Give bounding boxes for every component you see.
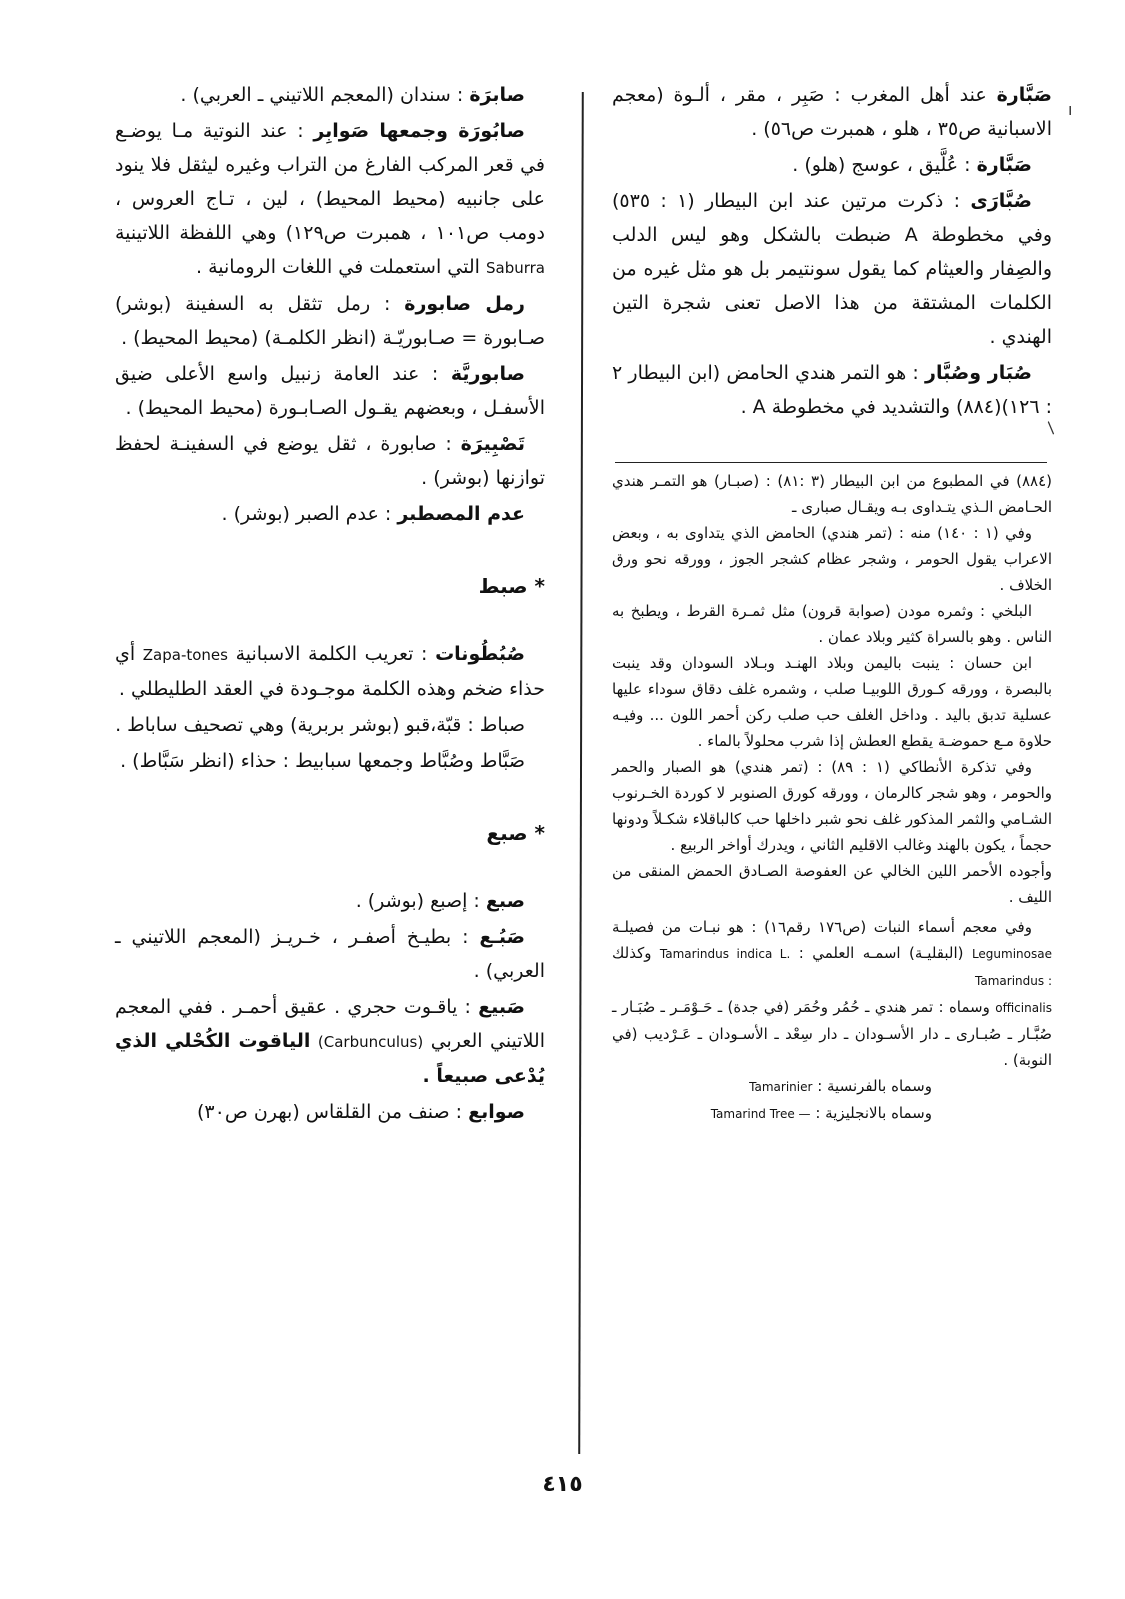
column-divider [578,92,584,1454]
entry-subbara [612,184,1052,354]
latin-term: Saburra [485,259,545,277]
footnote-884: (٨٨٤) في المطبوع من ابن البيطار (٣ :٨١) : (صبـار) هو التمـر هندي الحـامض الـذي يتـداوى بـه ويقـال صبارى ـ [612,472,1052,516]
definition: : إصبع (بوشر) . [355,890,480,912]
headword: صُبَار وصُبَّار [925,362,1032,384]
headword: صبع [485,890,525,912]
definition: : تعريب الكلمة الاسبانية [235,643,428,665]
latin-term: Zapa-tones [142,646,228,664]
section-heading-sbe: * صبع [486,821,545,845]
headword: صَبَّارة [976,154,1032,176]
latin-term: Tamarind Tree — [710,1107,811,1121]
footnote-paragraph: وفي (١ : ١٤٠) منه : (تمر هندي) الحامض الذي يتداوى به ، وبعض الاعراب يقول الحومر ، وشجر عظام كشجر الجوز ، وورقه نحو ورق الخلاف . [612,524,1052,594]
entry-subutunat [115,637,545,706]
entry-sabbara-1 [612,78,1052,146]
definition: : صابورة ، ثقل يوضع في السفينـة لحفظ توازنها (بوشر) . [115,433,545,489]
entry-sabbat [115,744,545,778]
footnote-paragraph: ابن حسان : ينبت باليمن وبلاد الهنـد وبـلاد السودان وقد ينبت بالبصرة ، وورقه كـورق اللوبيـا صلب ، وشمره غلف دقاق سوداء عليها عسلية تدبق باليد . وداخل الغلف حب صلب ركن أحمر اللون ... وفيـه حلاوة مـع حموضـة يقطع العطش إذا شرب محلولاً بالماء . [612,654,1052,750]
definition: : عدم الصبر (بوشر) . [221,503,392,525]
headword: صَبُـع [479,926,525,948]
footnote-paragraph: البلخي : وثمره مودن (صوابة قرون) مثل ثمـرة القرط ، ويطبخ به الناس . وهو بالسراة كثير وبلاد عمان . [612,602,1052,646]
definition: صباط : قبّة،قبو (بوشر بربرية) وهي تصحيف ساباط . [115,714,525,736]
footnote-french: وسماه بالفرنسية : Tamarinier [749,1077,932,1095]
footnote-paragraph: وفي معجم أسماء النبات (ص١٧٦ رقم١٦) : هو نبـات من فصيلـة Leguminosae (البقليـة) اسمـه العلمي : Tamarindus indica L. وكذلك Tamarindus : [612,918,1052,988]
definition: صَبَّاط وصُبَّاط وجمعها سبابيط : حذاء (انظر سَبَّاط) . [120,750,525,772]
entry-tasbira [115,427,545,495]
latin-term: officinalis [995,1001,1052,1015]
entry-sabura [115,114,545,285]
headword: صابوريَّة [450,363,525,385]
definition: : عُلَّيق ، عوسج (هلو) . [792,154,971,176]
headword: صابرَة [469,84,525,106]
definition: : ذكرت مرتين عند ابن البيطار (١ : ٥٣٥) وفي مخطوطة A ضبطت بالشكل وهو ليس الدلب والصِفار والعيثام كما يقول سونتيمر بل هو مثل غيره من الكلمات المشتقة من هذا الاصل تعنى شجرة التين الهندي . [612,190,1053,348]
entry-sabbara-2 [612,148,1052,182]
definition: : عند النوتية مـا يوضـع في قعر المركب الفارغ من التراب وغيره ليثقل فلا ينود على جانبيه (محيط المحيط) ، لين ، تـاج العروس ، دومب ص١٠١ ، همبرت ص١٢٩) وهي اللفظة اللاتينية [115,120,545,244]
headword: تَصْبِيرَة [460,433,525,455]
latin-term: Tamarinier [749,1080,813,1094]
definition: : هو التمر هندي الحامض (ابن البيطار ٢ : ١٢٦)(٨٨٤) والتشديد في مخطوطة A . [612,362,1052,418]
right-column [612,78,1052,426]
definition-tail: الياقوت الكُحْلي الذي يُدْعى صبيعاً . [115,1030,545,1087]
entry-sabe [115,884,545,918]
definition: : سندان (المعجم اللاتيني ـ العربي) . [180,84,464,106]
scan-mark: / [1042,418,1059,437]
scan-mark: ı [1068,100,1073,119]
entry-saburiyya [115,357,545,425]
headword: صُبَّارَى [970,190,1033,212]
definition-tail: أي حذاء ضخم وهذه الكلمة موجـودة في العقد الطليطلي . [115,643,545,700]
definition: : ياقـوت حجري . عقيق أحمـر . ففي المعجم اللاتيني العربي [115,996,545,1052]
headword: عدم المصطبر [397,503,525,525]
entry-sabat [115,708,545,742]
latin-term: Tamarindus indica L. [659,947,791,961]
latin-term: Tamarindus : [975,974,1052,988]
footnote-paragraph: وفي تذكرة الأنطاكي (١ : ٨٩) : (تمر هندي) هو الصبار والحمر والحومر ، وهو شجر كالرمان ، وورقه كورق الصنوبر لا كوردة الخـرنوب الشـامي والثمر المذكور غلف نحو شبر داخلها حب كالباقلاء شكـلاً ودونها حجماً ، يكون بالهند وغالب الاقليم الثاني ، ويدرك أواخر الربيع . [612,758,1052,854]
entry-sawabe [115,1095,545,1129]
page-number: ٤١٥ [542,1472,583,1497]
entry-raml-sabura [115,287,545,355]
definition: : رمل تثقل به السفينة (بوشر) صـابورة = صـابوريّـة (انظر الكلمـة) (محيط المحيط) . [115,293,545,349]
footnote-rule [615,462,1047,463]
headword: صَبَّارة [996,84,1052,106]
entry-adam-mustabar [115,497,545,531]
footnote-paragraph: وأجوده الأحمر اللين الخالي عن العفوصة الصـادق الحمض المنقى من الليف . [612,862,1052,906]
definition: : بطيـخ أصفـر ، خـريـز (المعجم اللاتيني ـ العربي) . [115,926,545,982]
headword: صُبُطُونات [435,643,525,665]
left-column [115,78,545,1131]
headword: صَبيع [478,996,525,1018]
headword: صابُورَة وجمعها صَوابِر [313,120,525,142]
entry-subar [612,356,1052,424]
footnotes [612,468,1052,1127]
latin-term: Leguminosae [971,947,1052,961]
latin-term: (Carbunculus) [317,1033,424,1051]
entry-sabue [115,920,545,988]
definition: : عند العامة زنبيل واسع الأعلى ضيق الأسفـل ، وبعضهم يقـول الصـابـورة (محيط المحيط) . [115,363,545,419]
definition: : صنف من القلقاس (بهرن ص٣٠) [197,1101,463,1123]
headword: صوابع [468,1101,525,1123]
footnote-paragraph: officinalis وسماه : تمر هندي ـ حُمُر وحُمَر (في جدة) ـ حَـوْمَـر ـ صُبَـار ـ صُبَّـار ـ صُبـارى ـ دار الأسـودان ـ دار سِعْد ـ الأسـودان ـ عَـرْديب (في النوبة) . [612,998,1052,1069]
definition: عند أهل المغرب : صَبِر ، مقر ، ألـوة (معجم الاسبانية ص٣٥ ، هلو ، همبرت ص٥٦) . [612,84,1052,140]
headword: رمل صابورة [404,293,525,315]
definition-tail: التي استعملت في اللغات الرومانية . [196,256,480,278]
entry-sabie [115,990,545,1093]
section-heading-sbt: * صبط [478,574,545,598]
entry-sabira [115,78,545,112]
footnote-english: وسماه بالانجليزية : Tamarind Tree — [710,1104,932,1122]
